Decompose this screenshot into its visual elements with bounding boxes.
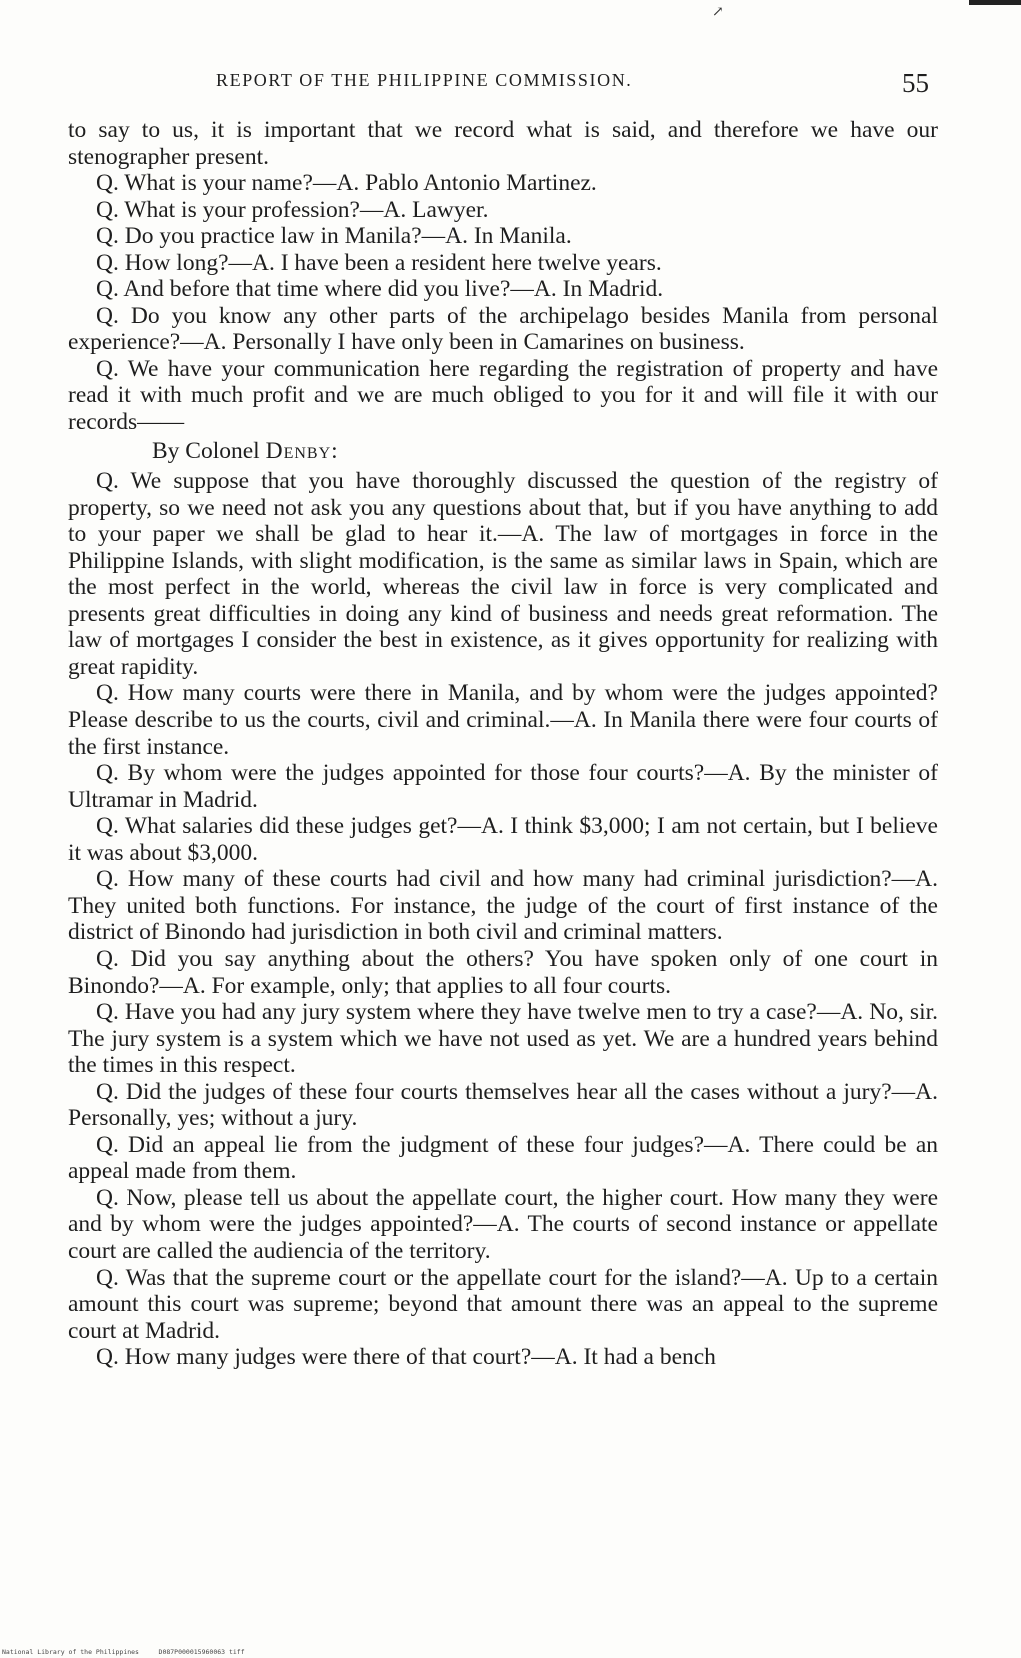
- paragraph-continued: to say to us, it is important that we record what is said, and therefore we have our stenographer present.: [68, 117, 938, 170]
- paragraph-question: Q. Do you practice law in Manila?—A. In Manila.: [96, 223, 572, 250]
- byline-name: Denby:: [265, 437, 339, 464]
- top-mark: ↗: [712, 4, 724, 20]
- paragraph-question: Q. How many of these courts had civil and how many had criminal jurisdiction?—A. They united both functions. For instance, the judge of the court of first instance of the district of Binondo had jurisdiction in both civil and criminal matters.: [68, 866, 938, 946]
- paragraph-question: Q. What salaries did these judges get?—A. I think $3,000; I am not certain, but I believe it was about $3,000.: [68, 813, 938, 866]
- scan-edge-mark: [969, 0, 1021, 5]
- running-head: REPORT OF THE PHILIPPINE COMMISSION.: [216, 70, 633, 90]
- paragraph-question: Q. Do you know any other parts of the archipelago besides Manila from personal experience?—A. Personally I have only been in Camarines on business.: [68, 302, 938, 356]
- paragraph-question: Q. Did an appeal lie from the judgment of these four judges?—A. There could be an appeal made from them.: [68, 1131, 938, 1185]
- paragraph-question: Q. And before that time where did you live?—A. In Madrid.: [96, 276, 664, 303]
- paragraph-question: Q. We suppose that you have thoroughly discussed the question of the registry of property, so we need not ask you any questions about that, but if you have anything to add to your paper we shall be glad to hear it.—A. The law of mortgages in force in the Philippine Islands, with slight modification, is the same as similar laws in Spain, which are the most perfect in the world, whereas the civil law in force is very complicated and presents great difficulties in doing any kind of business and needs great reformation. The law of mortgages I consider the best in existence, as it gives opportunity for realizing with great rapidity.: [68, 468, 938, 680]
- paragraph-question: Q. What is your name?—A. Pablo Antonio Martinez.: [96, 170, 597, 197]
- page-number: 55: [902, 68, 929, 98]
- paragraph-question: Q. Did you say anything about the others? You have spoken only of one court in Binondo?—A. For example, only; that applies to all four courts.: [68, 945, 938, 999]
- scan-footer: National Library of the Philippines D087P000015960063 tiff: [2, 1648, 245, 1656]
- paragraph-question: Q. Now, please tell us about the appellate court, the higher court. How many they were and by whom were the judges appointed?—A. The courts of second instance or appellate court are called the audiencia of the territory.: [68, 1184, 938, 1264]
- paragraph-question: Q. How many courts were there in Manila, and by whom were the judges appointed? Please describe to us the courts, civil and criminal.—A. In Manila there were four courts of the first instance.: [68, 680, 938, 760]
- speaker-byline: [68, 438, 938, 465]
- paragraph-question: Q. We have your communication here regarding the registration of property and have read it with much profit and we are much obliged to you for it and will file it with our records——: [68, 355, 938, 436]
- body-text: [68, 117, 938, 1371]
- paragraph-question: Q. By whom were the judges appointed for those four courts?—A. By the minister of Ultramar in Madrid.: [68, 760, 938, 813]
- paragraph-question: Q. Did the judges of these four courts themselves hear all the cases without a jury?—A. Personally, yes; without a jury.: [68, 1078, 938, 1132]
- paragraph-question: Q. What is your profession?—A. Lawyer.: [96, 196, 489, 223]
- byline-prefix: By Colonel: [152, 437, 260, 464]
- paragraph-question: Q. How many judges were there of that court?—A. It had a bench: [96, 1344, 716, 1371]
- paragraph-question: Q. Was that the supreme court or the appellate court for the island?—A. Up to a certain amount this court was supreme; beyond that amount there was an appeal to the supreme court at Madrid.: [68, 1264, 938, 1344]
- paragraph-question: Q. Have you had any jury system where they have twelve men to try a case?—A. No, sir. The jury system is a system which we have not used as yet. We are a hundred years behind the times in this respect.: [68, 999, 938, 1079]
- paragraph-question: Q. How long?—A. I have been a resident here twelve years.: [96, 249, 662, 276]
